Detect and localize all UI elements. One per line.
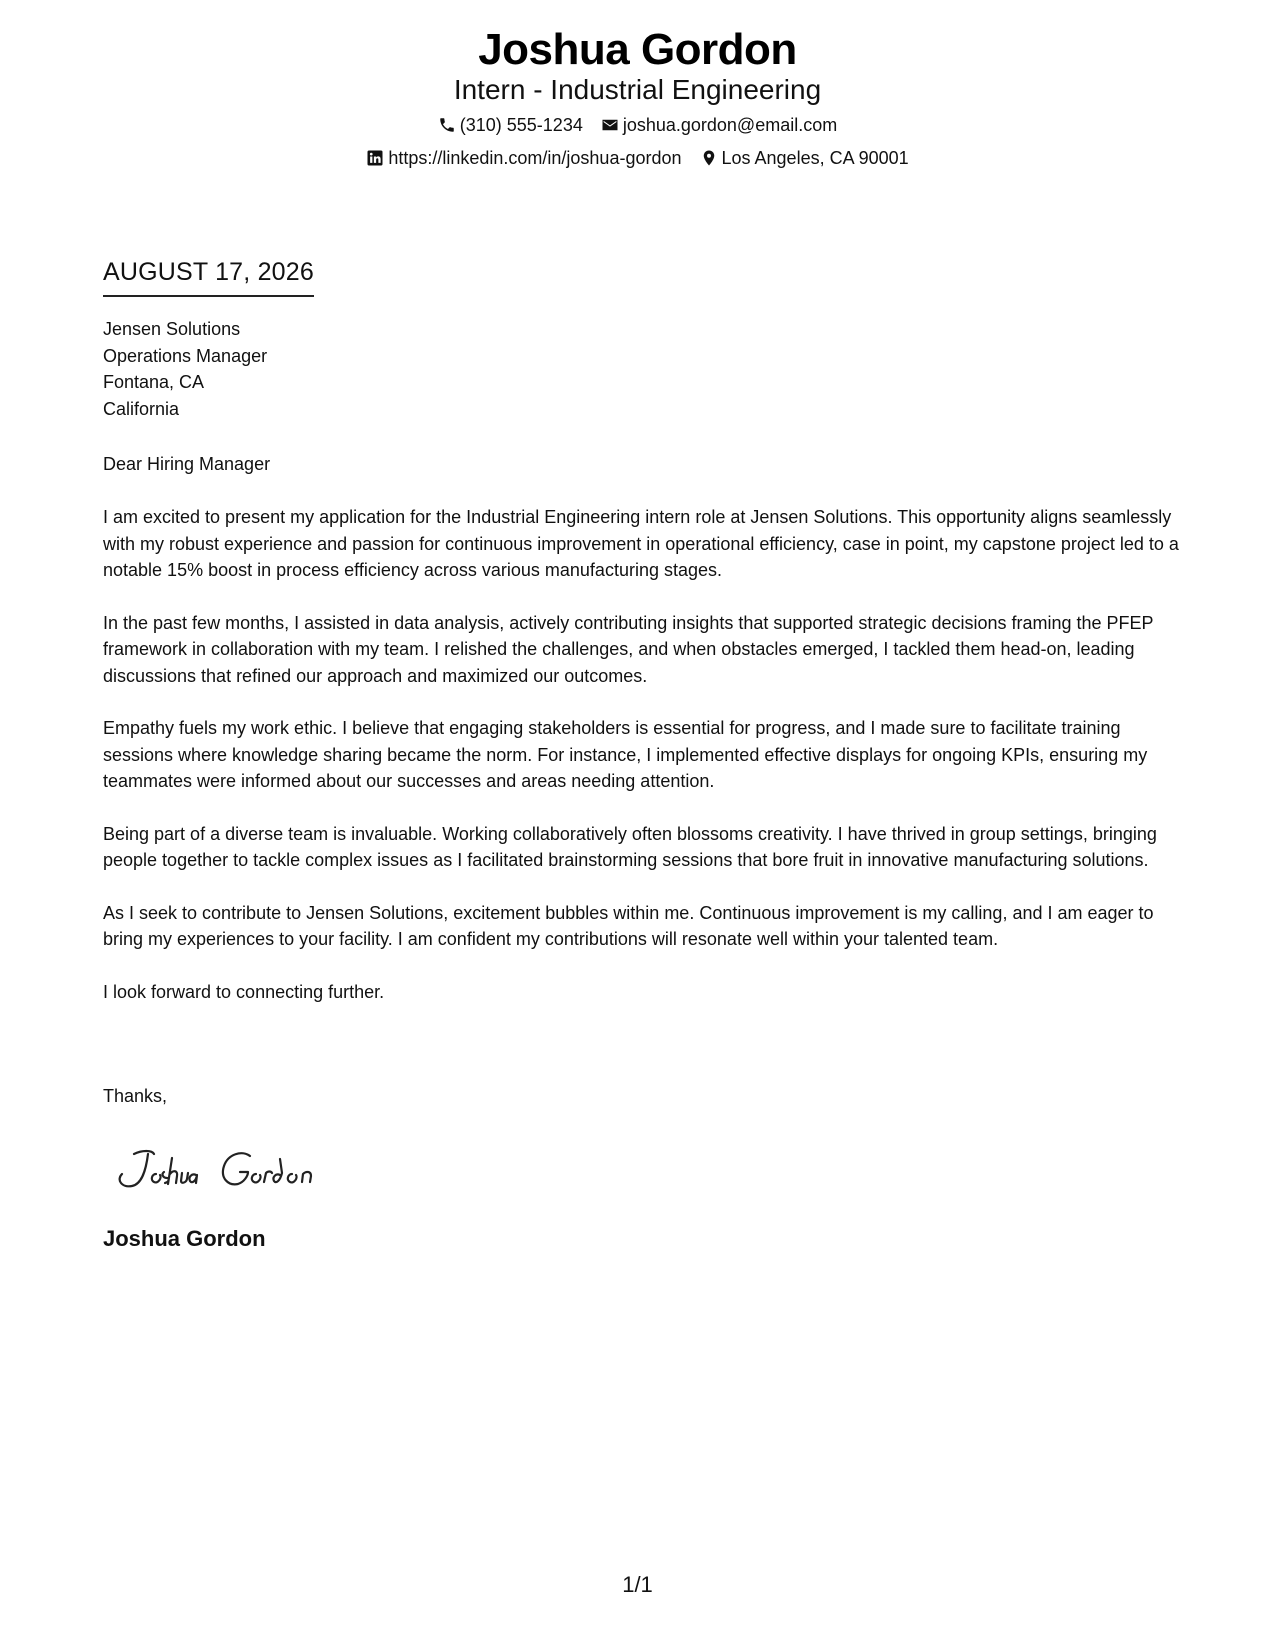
phone-contact[interactable] xyxy=(438,113,583,137)
recipient-city: Fontana, CA xyxy=(103,372,205,392)
body-paragraph: As I seek to contribute to Jensen Solutions, excitement bubbles within me. Continuous improvement is my calling, and I am eager to bring my experiences to your facility. I am confident my contributions will resonate well within your talented team. xyxy=(103,902,1154,949)
envelope-icon xyxy=(601,116,619,134)
recipient-block xyxy=(103,316,267,422)
email-contact[interactable] xyxy=(601,113,837,137)
page-number: 1/1 xyxy=(622,1572,653,1597)
location-contact xyxy=(700,146,909,170)
salutation: Dear Hiring Manager xyxy=(103,454,271,474)
phone-number: (310) 555-1234 xyxy=(459,115,583,135)
applicant-title: Intern - Industrial Engineering xyxy=(453,74,822,105)
body-paragraph: Being part of a diverse team is invaluable. Working collaboratively often blossoms creativity. I have thrived in group settings, bringing people together to tackle complex issues as I facilitated brainstorming sessions that bore fruit in innovative manufacturing solutions. xyxy=(103,823,1157,870)
body-paragraph: Empathy fuels my work ethic. I believe that engaging stakeholders is essential for progress, and I made sure to facilitate training sessions where knowledge sharing became the norm. For instance, I implemented effective displays for ongoing KPIs, ensuring my teammates were informed about our successes and areas needing attention. xyxy=(103,718,1148,791)
contact-line-primary xyxy=(0,113,1275,137)
map-marker-icon xyxy=(700,149,718,167)
letter-date: AUGUST 17, 2026 xyxy=(103,255,314,297)
linkedin-icon xyxy=(366,149,384,167)
recipient-company: Jensen Solutions xyxy=(103,319,241,339)
handwritten-signature xyxy=(112,1140,362,1200)
contact-line-secondary xyxy=(0,146,1275,170)
email-address: joshua.gordon@email.com xyxy=(622,115,838,135)
recipient-state: California xyxy=(103,398,180,419)
body-paragraph: In the past few months, I assisted in data analysis, actively contributing insights that supported strategic decisions framing the PFEP framework in collaboration with my team. I relished the challenges, and when obstacles emerged, I tackled them head-on, leading discussions that refined our approach and maximized our outcomes. xyxy=(103,612,1154,686)
closing: Thanks, xyxy=(103,1086,168,1106)
body-paragraph: I am excited to present my application for the Industrial Engineering intern role at Jensen Solutions. This opportunity aligns seamlessly with my robust experience and passion for continuous improvement in operational efficiency, case in point, my capstone project led to a notable 15% boost in process efficiency across various manufacturing stages. xyxy=(103,507,1179,580)
recipient-role: Operations Manager xyxy=(103,345,268,366)
linkedin-url: https://linkedin.com/in/joshua-gordon xyxy=(388,148,682,168)
signer-name: Joshua Gordon xyxy=(103,1226,266,1251)
location-text: Los Angeles, CA 90001 xyxy=(721,148,909,168)
linkedin-contact[interactable] xyxy=(366,146,681,170)
body-paragraph: I look forward to connecting further. xyxy=(103,981,385,1002)
phone-icon xyxy=(438,116,456,134)
applicant-name: Joshua Gordon xyxy=(478,25,797,74)
letter-body xyxy=(103,504,1183,1031)
